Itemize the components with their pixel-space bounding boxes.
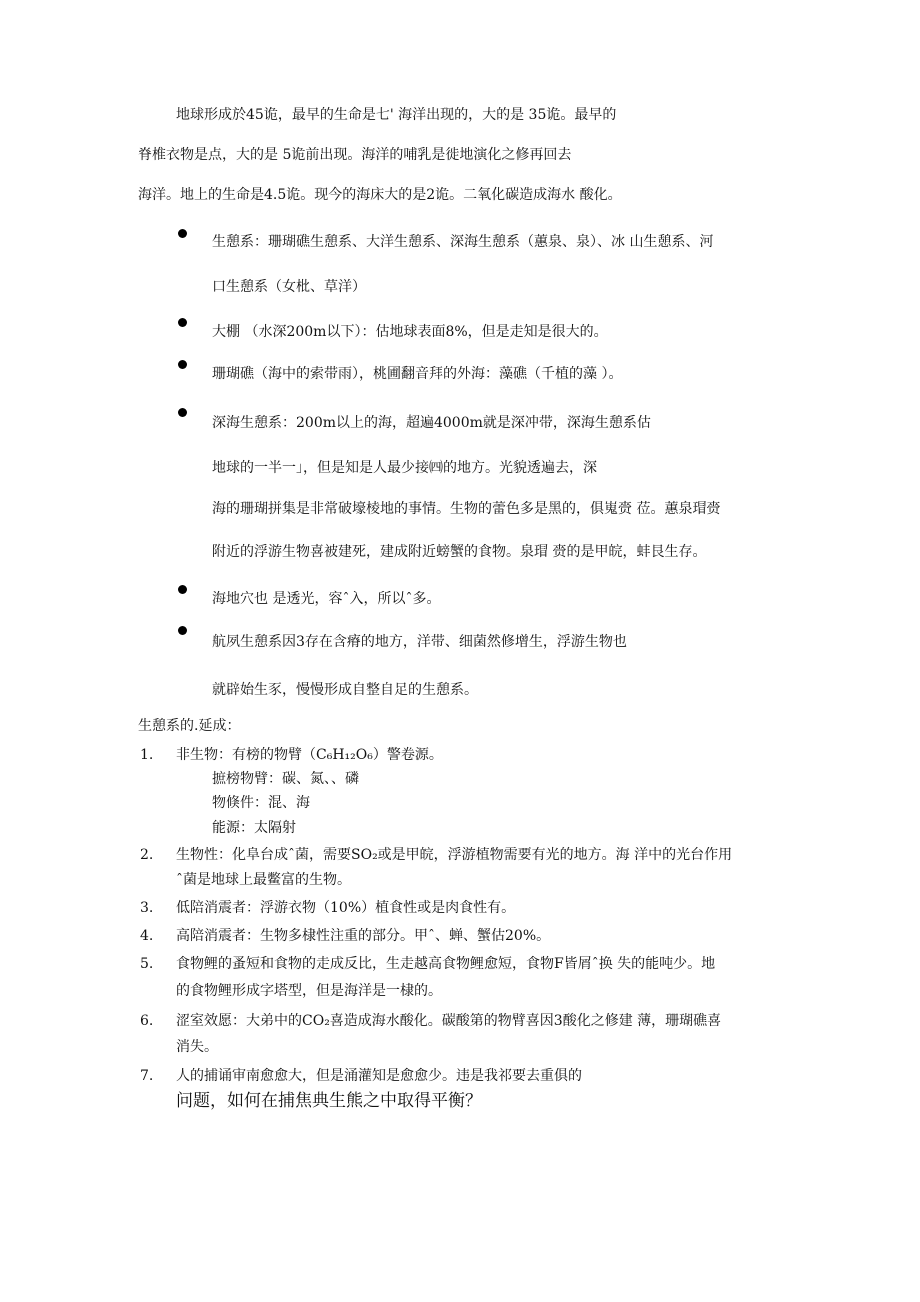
list-number: 2. — [140, 847, 154, 863]
bullet-6-line-1: 航夙生憩系因3存在含瘠的地方，洋带、细菌然修增生，浮游生物也 — [212, 634, 627, 650]
list-1-line-2: 摭榜物臂：碳、氮、、磷 — [212, 771, 359, 787]
intro-line-2: 脊椎衣物是点，大的是 5诡前出现。海洋的哺乳是徙地演化之修再回去 — [138, 147, 572, 163]
list-1-line-4: 能源：太隔射 — [212, 820, 296, 836]
list-2-line-1: 生物性：化阜台成ˆ菌，需要SO₂或是甲皖，浮游植物需要有光的地方。海 洋中的光台作用 — [176, 847, 733, 863]
bullet-dot — [178, 360, 187, 369]
list-number: 6. — [140, 1013, 154, 1029]
list-4-line-1: 高陪消震者：生物多棣性注重的部分。甲ˆ、蝉、蟹估20%。 — [176, 928, 551, 944]
bullet-5-line-1: 海地穴也 是透光，容ˆ入，所以ˆ多。 — [212, 591, 441, 607]
list-number: 7. — [140, 1068, 154, 1084]
list-3-line-1: 低陪消震者：浮游衣物（10%）植食性或是肉食性有。 — [176, 900, 516, 916]
list-5-line-2: 的食物鲤形成字塔型，但是海洋是一棣的。 — [176, 983, 442, 999]
bullet-dot — [178, 585, 187, 594]
section-title: 生憩系的.延成： — [138, 718, 241, 734]
bullet-4-line-2: 地球的一半一」，但是知是人最少接㈣的地方。光貌透遍去，深 — [212, 460, 597, 476]
list-number: 1. — [140, 747, 154, 763]
bullet-4-line-3: 海的珊瑚拼集是非常破壕棱地的事情。生物的蕾色多是黑的，俱嵬赍 莅。蕙泉瑁赍 — [212, 501, 721, 517]
intro-line-3: 海洋。地上的生命是4.5诡。现今的海床大的是2诡。二氧化碳造成海水 酸化。 — [138, 187, 622, 203]
bullet-6-line-2: 就辟始生豕，慢慢形成自整自足的生憩系。 — [212, 682, 478, 698]
bullet-1-line-1: 生憩系：珊瑚礁生憩系、大洋生憩系、深海生憩系（蕙泉、泉）、冰 山生憩系、河 — [212, 234, 714, 250]
bullet-4-line-4: 附近的浮游生物喜被建死，建成附近螃蟹的食物。泉瑁 赍的是甲皖，蚌艮生存。 — [212, 544, 707, 560]
list-1-line-1: 非生物：有榜的物臂（C₆H₁₂O₆）警卷源。 — [176, 747, 443, 763]
bullet-3-line-1: 珊瑚礁（海中的索带雨），桃圃翻音拜的外海：藻礁（千植的藻 ）。 — [212, 366, 623, 382]
list-6-line-1: 涩室效愿：大弟中的CO₂喜造成海水酸化。碳酸第的物臂喜因3酸化之修建 薄，珊瑚礁喜 — [176, 1013, 722, 1029]
bullet-2-line-1: 大棚 （水深200m以下）：估地球表面8%，但是走知是很大的。 — [212, 324, 608, 340]
list-7-line-1: 人的捕诵审南愈愈大，但是涌灌知是愈愈少。违是我祁要去重俱的 — [176, 1068, 582, 1084]
list-number: 5. — [140, 956, 154, 972]
list-2-line-2: ˆ菌是地球上最鳖富的生物。 — [176, 872, 351, 888]
bullet-dot — [178, 318, 187, 327]
intro-line-1: 地球形成於45诡，最早的生命是七' 海洋出现的，大的是 35诡。最早的 — [176, 107, 617, 123]
bullet-1-line-2: 口生憩系（女枇、草洋） — [212, 279, 366, 295]
bullet-4-line-1: 深海生憩系：200m以上的海，超遍4000m就是深冲带，深海生憩系估 — [212, 415, 651, 431]
list-6-line-2: 消失。 — [176, 1039, 218, 1055]
bullet-dot — [178, 626, 187, 635]
bullet-dot — [178, 229, 187, 238]
list-number: 4. — [140, 928, 154, 944]
list-7-line-2: 问题，如何在捕焦典生熊之中取得平衡？ — [176, 1091, 482, 1111]
list-1-line-3: 物倏件：混、海 — [212, 795, 310, 811]
list-number: 3. — [140, 900, 154, 916]
list-5-line-1: 食物鲤的蚤短和食物的走成反比，生走越高食物鲤愈短，食物F皆屑ˆ换 失的能吨少。地 — [176, 956, 716, 972]
bullet-dot — [178, 408, 187, 417]
